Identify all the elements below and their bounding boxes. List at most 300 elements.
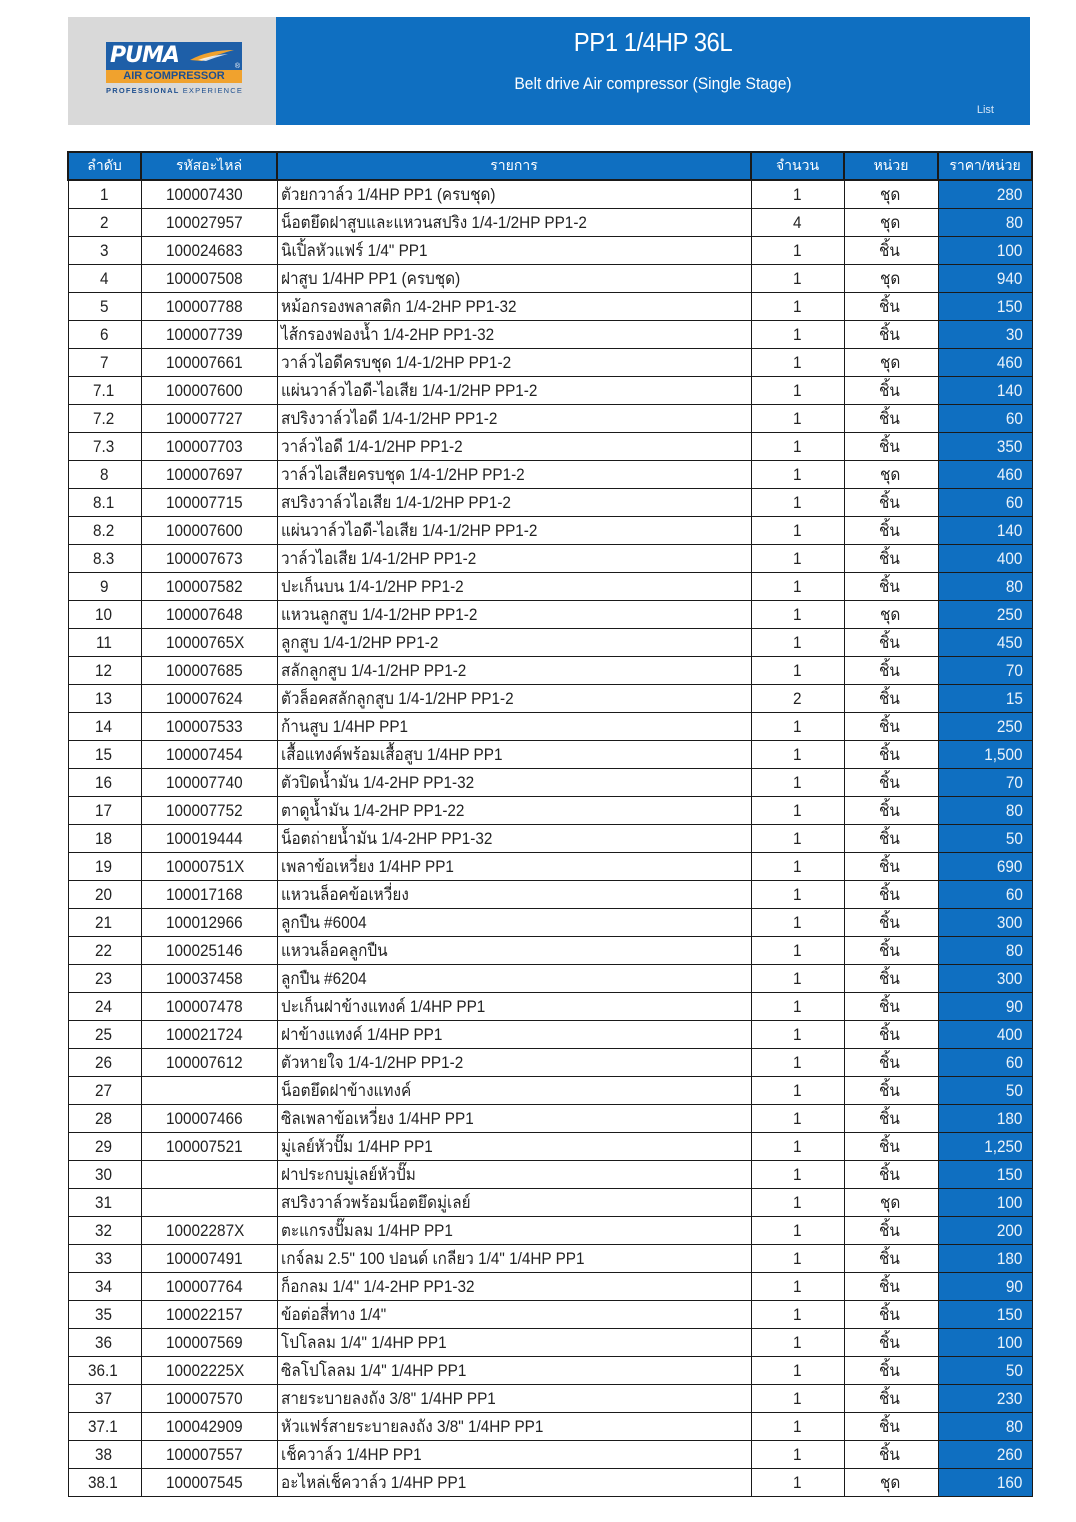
part-code-cell <box>141 937 277 965</box>
unit-cell <box>844 937 938 965</box>
row-no: 1 <box>99 184 109 204</box>
row-no-cell <box>68 1217 141 1245</box>
part-code-cell <box>141 1469 277 1497</box>
description: แหวนลูกสูบ 1/4-1/2HP PP1-2 <box>280 605 477 624</box>
unit-cell <box>844 881 938 909</box>
row-no-cell <box>68 909 141 937</box>
part-code-cell <box>141 1161 277 1189</box>
unit-price-cell <box>938 265 1032 293</box>
description: เพลาข้อเหวี่ยง 1/4HP PP1 <box>280 857 454 876</box>
quantity-cell <box>751 1273 844 1301</box>
description-cell <box>277 377 751 405</box>
table-row <box>68 180 1032 209</box>
part-code-cell <box>141 601 277 629</box>
row-no: 26 <box>95 1052 113 1072</box>
description-cell <box>277 629 751 657</box>
description-cell <box>277 909 751 937</box>
part-code: 100007739 <box>166 324 244 344</box>
description-cell <box>277 1413 751 1441</box>
row-no-cell <box>68 573 141 601</box>
quantity: 1 <box>792 576 802 596</box>
row-no: 15 <box>95 744 113 764</box>
swoosh-icon <box>188 48 236 62</box>
quantity-cell <box>751 797 844 825</box>
quantity-cell <box>751 713 844 741</box>
quantity: 1 <box>792 324 802 344</box>
quantity-cell <box>751 881 844 909</box>
unit-price-cell <box>938 825 1032 853</box>
tagline-light: EXPERIENCE <box>182 86 244 95</box>
description-cell <box>277 321 751 349</box>
unit-price-cell <box>938 1189 1032 1217</box>
description-cell <box>277 853 751 881</box>
row-no-cell <box>68 993 141 1021</box>
unit: ชิ้น <box>879 409 901 428</box>
unit: ชิ้น <box>879 661 901 680</box>
unit-price: 60 <box>1005 884 1023 904</box>
unit-price-cell <box>938 1329 1032 1357</box>
quantity-cell <box>751 741 844 769</box>
row-no-cell <box>68 741 141 769</box>
part-code: 100007600 <box>166 520 244 540</box>
quantity-cell <box>751 1469 844 1497</box>
description: ตะแกรงปั๊มลม 1/4HP PP1 <box>280 1221 453 1240</box>
description: ก็อกลม 1/4" 1/4-2HP PP1-32 <box>280 1277 475 1296</box>
description: ตัวยกวาล์ว 1/4HP PP1 (ครบชุด) <box>280 185 496 204</box>
row-no-cell <box>68 1441 141 1469</box>
unit: ชุด <box>879 1473 901 1492</box>
part-code: 100027957 <box>166 212 244 232</box>
row-no-cell <box>68 405 141 433</box>
description-cell <box>277 993 751 1021</box>
row-no: 8.1 <box>92 492 114 512</box>
row-no: 31 <box>95 1192 113 1212</box>
table-row <box>68 909 1032 937</box>
quantity-cell <box>751 853 844 881</box>
part-code: 100007648 <box>166 604 244 624</box>
unit-price-cell <box>938 853 1032 881</box>
unit-price-cell <box>938 489 1032 517</box>
quantity-cell <box>751 657 844 685</box>
description: ลูกปืน #6004 <box>280 913 367 932</box>
description: ไส้กรองฟองน้ำ 1/4-2HP PP1-32 <box>280 325 494 344</box>
table-row <box>68 797 1032 825</box>
quantity: 1 <box>792 744 802 764</box>
unit-cell <box>844 965 938 993</box>
part-code-cell <box>141 629 277 657</box>
quantity-cell <box>751 1049 844 1077</box>
part-code: 100007582 <box>166 576 244 596</box>
unit-price: 150 <box>996 1164 1023 1184</box>
quantity: 1 <box>792 1052 802 1072</box>
unit: ชิ้น <box>879 1361 901 1380</box>
unit-cell <box>844 405 938 433</box>
quantity-cell <box>751 965 844 993</box>
quantity: 1 <box>792 268 802 288</box>
description-cell <box>277 1441 751 1469</box>
unit-cell <box>844 825 938 853</box>
unit-price-cell <box>938 321 1032 349</box>
description: อะไหล่เช็ควาล์ว 1/4HP PP1 <box>280 1473 466 1492</box>
row-no-cell <box>68 713 141 741</box>
part-code: 10000765X <box>165 632 244 652</box>
unit: ชิ้น <box>879 801 901 820</box>
unit: ชิ้น <box>879 773 901 792</box>
table-row <box>68 937 1032 965</box>
part-code: 100037458 <box>166 968 244 988</box>
unit: ชิ้น <box>879 1333 901 1352</box>
unit: ชิ้น <box>879 577 901 596</box>
part-code: 100017168 <box>166 884 244 904</box>
description: แผ่นวาล์วไอดี-ไอเสีย 1/4-1/2HP PP1-2 <box>280 381 537 400</box>
part-code: 10002287X <box>165 1220 244 1240</box>
row-no-cell <box>68 797 141 825</box>
unit: ชิ้น <box>879 1165 901 1184</box>
unit: ชิ้น <box>879 1305 901 1324</box>
row-no: 17 <box>95 800 113 820</box>
description-cell <box>277 1385 751 1413</box>
description-cell <box>277 293 751 321</box>
description-cell <box>277 405 751 433</box>
unit-price-cell <box>938 1161 1032 1189</box>
quantity: 1 <box>792 1108 802 1128</box>
row-no-cell <box>68 1077 141 1105</box>
unit: ชิ้น <box>879 1417 901 1436</box>
unit-cell <box>844 769 938 797</box>
quantity: 1 <box>792 464 802 484</box>
quantity: 1 <box>792 912 802 932</box>
unit-price: 200 <box>996 1220 1023 1240</box>
quantity-cell <box>751 489 844 517</box>
unit-price-cell <box>938 1385 1032 1413</box>
quantity: 1 <box>792 1136 802 1156</box>
quantity-cell <box>751 1329 844 1357</box>
description: ก้านสูบ 1/4HP PP1 <box>280 717 408 736</box>
description: เช็ควาล์ว 1/4HP PP1 <box>280 1445 422 1464</box>
part-code: 100007557 <box>166 1444 244 1464</box>
part-code-cell <box>141 1133 277 1161</box>
row-no: 11 <box>95 632 112 652</box>
unit-price-cell <box>938 1301 1032 1329</box>
table-row <box>68 1385 1032 1413</box>
table-row <box>68 601 1032 629</box>
row-no-cell <box>68 1273 141 1301</box>
row-no: 25 <box>95 1024 113 1044</box>
part-code: 100007673 <box>166 548 244 568</box>
row-no-cell <box>68 1133 141 1161</box>
description: ฝาข้างแทงค์ 1/4HP PP1 <box>280 1025 442 1044</box>
description-cell <box>277 265 751 293</box>
part-code-cell <box>141 825 277 853</box>
quantity: 1 <box>792 1472 802 1492</box>
quantity: 1 <box>792 1332 802 1352</box>
table-row <box>68 965 1032 993</box>
part-code: 100007491 <box>166 1248 244 1268</box>
unit: ชิ้น <box>879 969 901 988</box>
quantity-cell <box>751 1021 844 1049</box>
row-no-cell <box>68 1049 141 1077</box>
part-code: 100007478 <box>166 996 244 1016</box>
description: วาล์วไอเสีย 1/4-1/2HP PP1-2 <box>280 549 476 568</box>
unit: ชิ้น <box>879 885 901 904</box>
unit: ชิ้น <box>879 1389 901 1408</box>
part-code: 10002225X <box>165 1360 244 1380</box>
logo-panel <box>68 17 276 125</box>
table-row <box>68 881 1032 909</box>
quantity-cell <box>751 769 844 797</box>
row-no: 2 <box>99 212 109 232</box>
page-header <box>68 17 1030 125</box>
table-row <box>68 265 1032 293</box>
unit-price-cell <box>938 545 1032 573</box>
row-no-cell <box>68 1469 141 1497</box>
table-row <box>68 1441 1032 1469</box>
quantity: 1 <box>792 884 802 904</box>
quantity-cell <box>751 517 844 545</box>
unit-cell <box>844 237 938 265</box>
unit-price-cell <box>938 1413 1032 1441</box>
quantity-cell <box>751 377 844 405</box>
part-code-cell <box>141 1273 277 1301</box>
description-cell <box>277 1217 751 1245</box>
part-code: 100007612 <box>166 1052 244 1072</box>
part-code: 100007521 <box>166 1136 244 1156</box>
row-no: 28 <box>95 1108 113 1128</box>
row-no: 10 <box>95 604 113 624</box>
description: เสื้อแทงค์พร้อมเสื้อสูบ 1/4HP PP1 <box>280 745 502 764</box>
quantity-cell <box>751 1441 844 1469</box>
table-row <box>68 349 1032 377</box>
unit-cell <box>844 1077 938 1105</box>
description: สปริงวาล์วไอเสีย 1/4-1/2HP PP1-2 <box>280 493 511 512</box>
description-cell <box>277 1273 751 1301</box>
unit-cell <box>844 349 938 377</box>
unit: ชิ้น <box>879 717 901 736</box>
part-code: 100007533 <box>166 716 244 736</box>
title-panel <box>276 17 1030 125</box>
description-cell <box>277 1161 751 1189</box>
quantity-cell <box>751 1301 844 1329</box>
row-no-cell <box>68 545 141 573</box>
unit-price: 1,250 <box>984 1136 1023 1156</box>
unit-price: 460 <box>996 464 1023 484</box>
quantity-cell <box>751 265 844 293</box>
quantity-cell <box>751 1105 844 1133</box>
part-code-cell <box>141 1245 277 1273</box>
part-code-cell <box>141 1105 277 1133</box>
unit-cell <box>844 545 938 573</box>
table-row <box>68 685 1032 713</box>
part-code: 100007466 <box>166 1108 244 1128</box>
description: ลูกปืน #6204 <box>280 969 367 988</box>
unit-price: 350 <box>996 436 1023 456</box>
description: ปะเก็นฝาข้างแทงค์ 1/4HP PP1 <box>280 997 485 1016</box>
part-code: 100007697 <box>166 464 244 484</box>
quantity: 1 <box>792 1024 802 1044</box>
unit: ชิ้น <box>879 745 901 764</box>
table-row <box>68 433 1032 461</box>
table-row <box>68 853 1032 881</box>
part-code-cell <box>141 209 277 237</box>
row-no: 18 <box>95 828 113 848</box>
table-row <box>68 1021 1032 1049</box>
part-code: 100024683 <box>166 240 244 260</box>
description-cell <box>277 1021 751 1049</box>
row-no: 35 <box>95 1304 113 1324</box>
row-no: 23 <box>95 968 113 988</box>
part-code: 100007570 <box>166 1388 244 1408</box>
row-no-cell <box>68 937 141 965</box>
part-code-cell <box>141 573 277 601</box>
unit-price-cell <box>938 180 1032 209</box>
row-no-cell <box>68 1021 141 1049</box>
description-cell <box>277 825 751 853</box>
unit: ชุด <box>879 353 901 372</box>
row-no: 19 <box>95 856 113 876</box>
row-no-cell <box>68 349 141 377</box>
unit: ชิ้น <box>879 1137 901 1156</box>
quantity: 1 <box>792 1444 802 1464</box>
table-row <box>68 377 1032 405</box>
part-code: 100007624 <box>166 688 244 708</box>
part-code: 100007508 <box>166 268 244 288</box>
unit-cell <box>844 853 938 881</box>
unit-price-cell <box>938 1245 1032 1273</box>
row-no-cell <box>68 1329 141 1357</box>
part-code: 100007600 <box>166 380 244 400</box>
quantity-cell <box>751 993 844 1021</box>
description-cell <box>277 1469 751 1497</box>
unit-price: 100 <box>996 1332 1023 1352</box>
quantity: 1 <box>792 548 802 568</box>
description: สายระบายลงถัง 3/8" 1/4HP PP1 <box>280 1389 496 1408</box>
description: โปโลลม 1/4" 1/4HP PP1 <box>280 1333 447 1352</box>
tagline-bold: PROFESSIONAL <box>106 86 180 95</box>
description-cell <box>277 713 751 741</box>
quantity: 1 <box>792 1416 802 1436</box>
part-code: 100021724 <box>166 1024 244 1044</box>
unit: ชิ้น <box>879 493 901 512</box>
quantity: 1 <box>792 1192 802 1212</box>
quantity-cell <box>751 1217 844 1245</box>
table-row <box>68 1413 1032 1441</box>
unit-price-cell <box>938 1077 1032 1105</box>
unit-price: 280 <box>996 184 1023 204</box>
quantity: 1 <box>792 660 802 680</box>
row-no-cell <box>68 853 141 881</box>
unit: ชิ้น <box>879 521 901 540</box>
unit: ชิ้น <box>879 297 901 316</box>
row-no: 27 <box>95 1080 113 1100</box>
unit: ชิ้น <box>879 689 901 708</box>
row-no-cell <box>68 517 141 545</box>
page-title: PP1 1/4HP 36L <box>573 27 733 57</box>
row-no: 34 <box>95 1276 113 1296</box>
unit-price-cell <box>938 1021 1032 1049</box>
quantity-cell <box>751 573 844 601</box>
quantity-cell <box>751 685 844 713</box>
part-code: 100007661 <box>166 352 244 372</box>
part-code-cell <box>141 293 277 321</box>
unit-cell <box>844 1469 938 1497</box>
description: วาล์วไอดี 1/4-1/2HP PP1-2 <box>280 437 463 456</box>
quantity-cell <box>751 1161 844 1189</box>
part-code: 10000751X <box>165 856 244 876</box>
description: หม้อกรองพลาสติก 1/4-2HP PP1-32 <box>280 297 516 316</box>
unit-price-cell <box>938 601 1032 629</box>
unit-price-cell <box>938 741 1032 769</box>
row-no: 12 <box>95 660 113 680</box>
row-no-cell <box>68 209 141 237</box>
row-no: 37.1 <box>87 1416 118 1436</box>
table-row <box>68 993 1032 1021</box>
puma-logo <box>106 42 242 95</box>
unit-price-cell <box>938 1273 1032 1301</box>
table-row <box>68 489 1032 517</box>
unit-cell <box>844 657 938 685</box>
unit: ชิ้น <box>879 941 901 960</box>
unit-price-cell <box>938 573 1032 601</box>
description: วาล์วไอดีครบชุด 1/4-1/2HP PP1-2 <box>280 353 511 372</box>
description-cell <box>277 349 751 377</box>
unit-price-cell <box>938 909 1032 937</box>
unit-cell <box>844 1217 938 1245</box>
unit-cell <box>844 741 938 769</box>
part-code-cell <box>141 1301 277 1329</box>
col-header-no: ลำดับ <box>68 152 141 180</box>
unit-price: 50 <box>1005 828 1023 848</box>
unit: ชุด <box>879 213 901 232</box>
logo-top <box>106 42 242 70</box>
table-row <box>68 1133 1032 1161</box>
description: ซิลเพลาข้อเหวี่ยง 1/4HP PP1 <box>280 1109 474 1128</box>
row-no-cell <box>68 881 141 909</box>
quantity: 1 <box>792 1248 802 1268</box>
description-cell <box>277 1133 751 1161</box>
unit-cell <box>844 265 938 293</box>
row-no-cell <box>68 629 141 657</box>
description: ตัวล็อคสลักลูกสูบ 1/4-1/2HP PP1-2 <box>280 689 514 708</box>
description: มู่เลย์หัวปั๊ม 1/4HP PP1 <box>280 1137 433 1156</box>
parts-price-table <box>67 151 1033 1497</box>
part-code-cell <box>141 180 277 209</box>
unit: ชิ้น <box>879 241 901 260</box>
description: ข้อต่อสี่ทาง 1/4" <box>280 1305 386 1324</box>
part-code: 100007715 <box>166 492 244 512</box>
unit-price: 80 <box>1005 1416 1023 1436</box>
unit-price-cell <box>938 1049 1032 1077</box>
table-row <box>68 629 1032 657</box>
unit-cell <box>844 209 938 237</box>
unit-price: 140 <box>996 520 1023 540</box>
table-row <box>68 209 1032 237</box>
unit-price: 100 <box>996 240 1023 260</box>
part-code-cell <box>141 377 277 405</box>
quantity-cell <box>751 321 844 349</box>
row-no: 33 <box>95 1248 113 1268</box>
row-no-cell <box>68 1161 141 1189</box>
unit-price: 140 <box>996 380 1023 400</box>
unit: ชิ้น <box>879 913 901 932</box>
description-cell <box>277 1077 751 1105</box>
quantity-cell <box>751 601 844 629</box>
table-row <box>68 461 1032 489</box>
part-code: 100007752 <box>166 800 244 820</box>
row-no-cell <box>68 657 141 685</box>
part-code-cell <box>141 713 277 741</box>
unit-price-cell <box>938 685 1032 713</box>
quantity: 1 <box>792 1080 802 1100</box>
